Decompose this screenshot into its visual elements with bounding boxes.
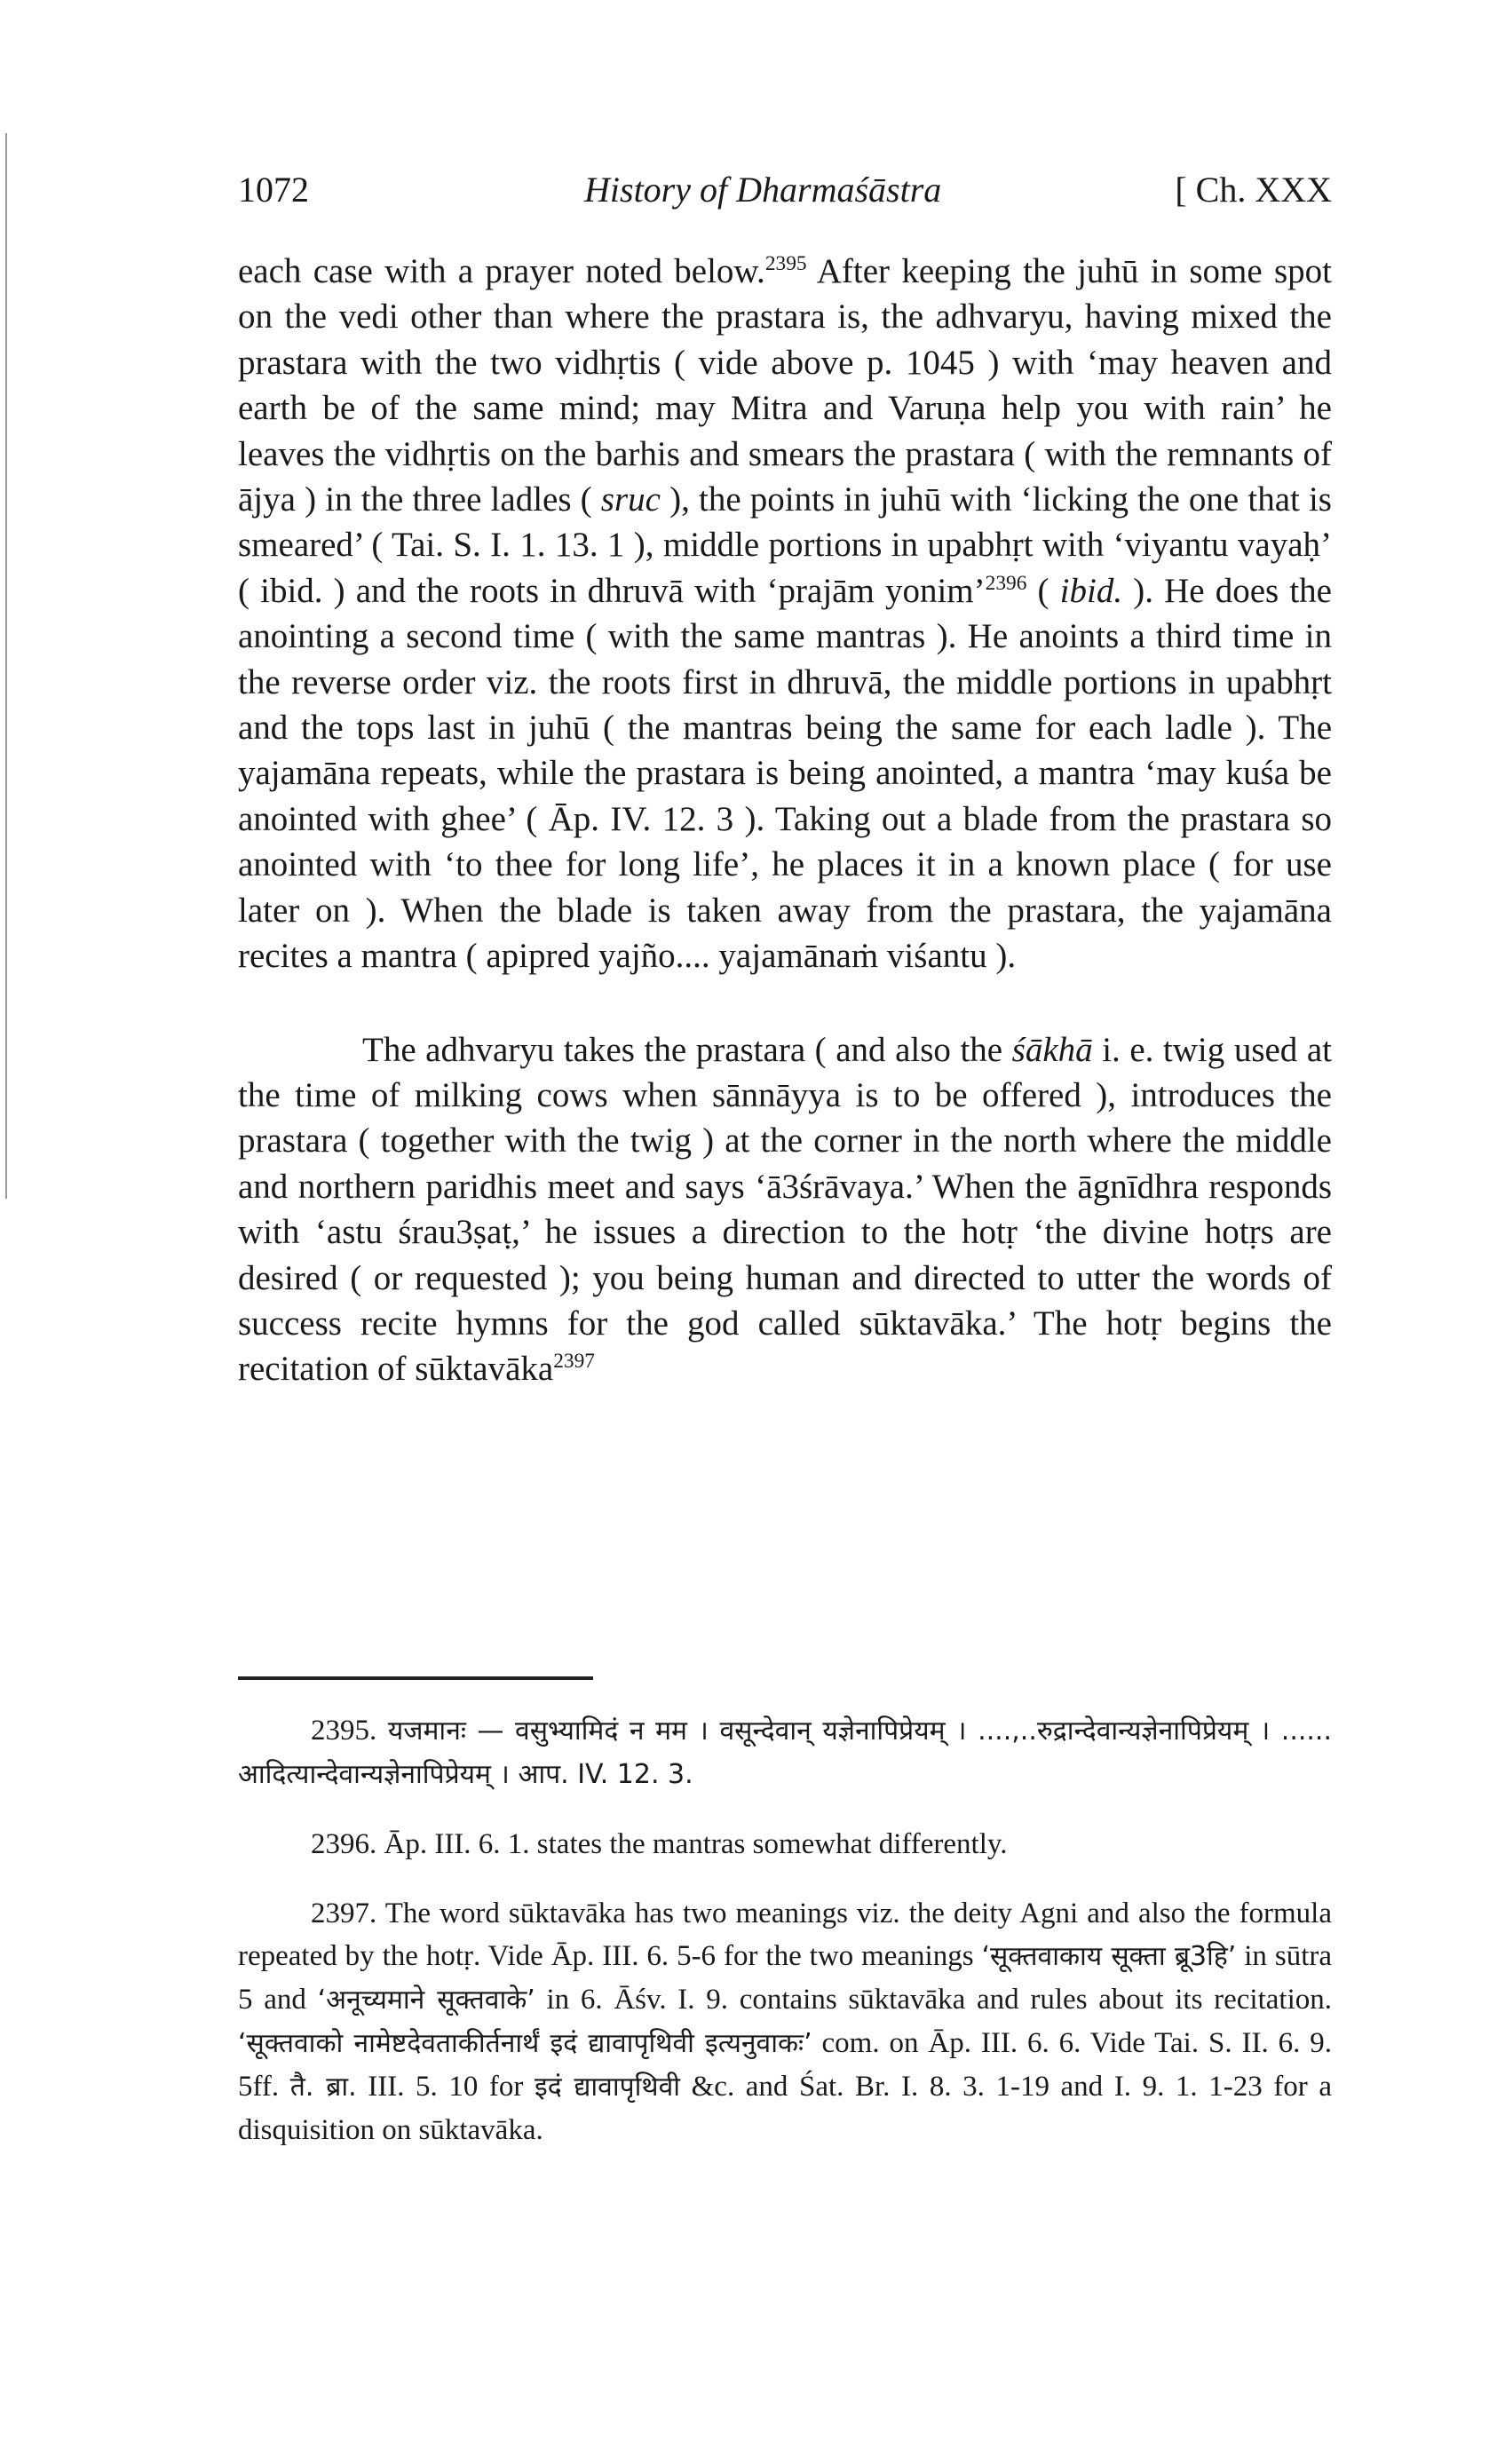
footnote-2397: 2397. The word sūktavāka has two meanings viz. the deity Agni and also the formula repeated by the hotṛ. Vide Āp. III. 6. 5-6 for the two meanings ‘सूक्तवाकाय सूक्ता ब्रू3हि’ in sūtra 5 and ‘अनूच्यमाने सूक्तवाके’ in 6. Āśv. I. 9. contains sūktavāka and rules about its recitation. ‘सूक्तवाको नामेष्टदेवताकीर्तनार्थं इदं द्यावापृथिवी इत्यनुवाकः’ com. on Āp. III. 6. 6. Vide Tai. S. II. 6. 9. 5ff. तै. ब्रा. III. 5. 10 for इदं द्यावापृथिवी &c. and Śat. Br. I. 8. 3. 1-19 and I. 9. 1. 1-23 for a disquisition on sūktavāka. bbox=[238, 1898, 1332, 2146]
footnote-2396: 2396. Āp. III. 6. 1. states the mantras somewhat differently. bbox=[311, 1828, 1008, 1860]
footnote-number: 2395. bbox=[311, 1715, 377, 1747]
footnote-ref-2396[interactable]: 2396 bbox=[985, 571, 1027, 595]
footnote-2395: 2395. यजमानः — वसुभ्यामिदं न मम । वसून्देवान् यज्ञेनापिप्रेयम् । ....,..रुद्रान्देवान्यज्ञेनापिप्रेयम् । ...... आदित्यान्देवान्यज्ञेनापिप्रेयम् । आप. IV. 12. 3. bbox=[238, 1715, 1332, 1790]
footnote-separator bbox=[238, 1676, 593, 1680]
footnote-number: 2397. bbox=[311, 1898, 377, 1929]
running-title: History of Dharmaśāstra bbox=[584, 170, 942, 210]
page-number: 1072 bbox=[238, 170, 309, 210]
footnotes bbox=[238, 1709, 1332, 2178]
chapter-label: [ Ch. XXX bbox=[1175, 170, 1332, 210]
footnote-number: 2396. bbox=[311, 1828, 377, 1860]
body-text bbox=[238, 249, 1332, 1392]
footnote-ref-2395[interactable]: 2395 bbox=[764, 252, 807, 275]
paragraph-1: each case with a prayer noted below.$^{2395}$ After keeping the juhū in some spot on the vedi other than where the prastara is, the adhvaryu, having mixed the prastara with the two vidhṛtis ( vide above p. 1045 ) with ‘may heaven and earth be of the same mind; may Mitra and Varuṇa help you with rain’ he leaves the vidhṛtis on the barhis and smears the prastara ( with the remnants of ājya ) in the three ladles ( sruc ), the points in juhū with ‘licking the one that is smeared’ ( Tai. S. I. 1. 13. 1 ), middle portions in upabhṛt with ‘viyantu vayaḥ’ ( ibid. ) and the roots in dhruvā with ‘prajām yonim’$^{2396}$ ( ibid. ). He does the anointing a second time ( with the same mantras ). He anoints a third time in the reverse order viz. the roots first in dhruvā, the middle portions in upabhṛt and the tops last in juhū ( the mantras being the same for each ladle ). The yajamāna repeats, while the prastara is being anointed, a mantra ‘may kuśa be anointed with ghee’ ( Āp. IV. 12. 3 ). Taking out a blade from the prastara so anointed with ‘to thee for long life’, he places it in a known place ( for use later on ). When the blade is taken away from the prastara, the yajamāna recites a mantra ( apipred yajño.... yajamānaṁ viśantu ). bbox=[238, 252, 1332, 976]
running-header bbox=[238, 169, 1332, 222]
page-edge-shadow bbox=[5, 133, 7, 1199]
footnote-ref-2397[interactable]: 2397 bbox=[553, 1350, 595, 1374]
paragraph-2: The adhvaryu takes the prastara ( and also the śākhā i. e. twig used at the time of milking cows when sānnāyya is to be offered ), introduces the prastara ( together with the twig ) at the corner in the north where the middle and northern paridhis meet and says ‘ā3śrāvaya.’ When the āgnīdhra responds with ‘astu śrau3ṣaṭ,’ he issues a direction to the hotṛ ‘the divine hotṛs are desired ( or requested ); you being human and directed to utter the words of success recite hymns for the god called sūktavāka.’ The hotṛ begins the recitation of sūktavāka$^{2397}$ bbox=[238, 1030, 1332, 1389]
